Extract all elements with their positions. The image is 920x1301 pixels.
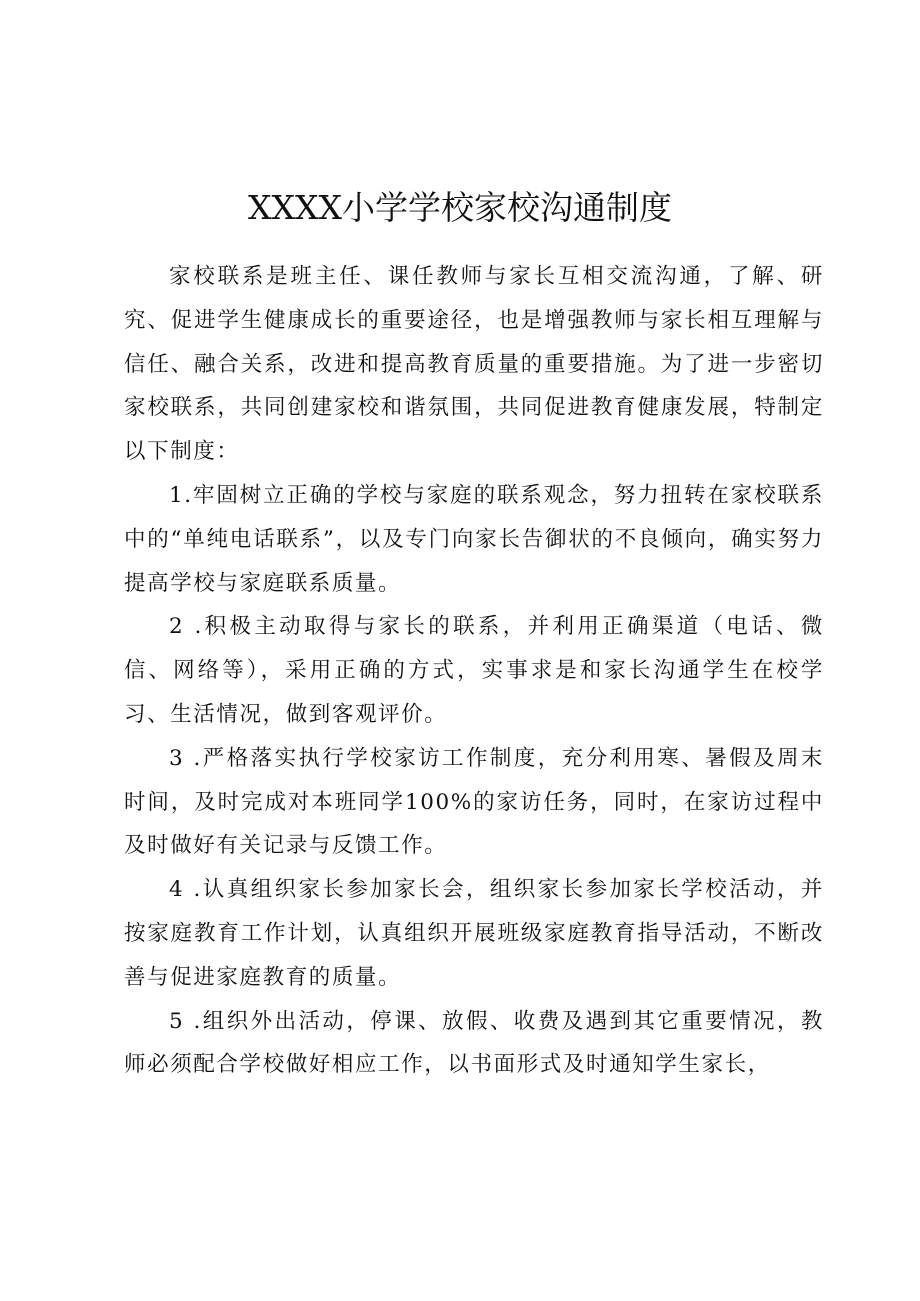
document-body: [124, 255, 824, 1087]
intro-paragraph: 家校联系是班主任、课任教师与家长互相交流沟通，了解、研究、促进学生健康成长的重要途径，也是增强教师与家长相互理解与信任、融合关系，改进和提高教育质量的重要措施。为了进一步密切家校联系，共同创建家校和谐氛围，共同促进教育健康发展，特制定以下制度：: [124, 264, 824, 465]
rule-paragraph-3: 3 .严格落实执行学校家访工作制度，充分利用寒、暑假及周末时间，及时完成对本班同学100%的家访任务，同时，在家访过程中及时做好有关记录与反馈工作。: [124, 745, 824, 859]
rule-paragraph-1: 1.牢固树立正确的学校与家庭的联系观念，努力扭转在家校联系中的“单纯电话联系”，以及专门向家长告御状的不良倾向，确实努力提高学校与家庭联系质量。: [124, 482, 824, 596]
document-title: XXXX小学学校家校沟通制度: [248, 188, 672, 228]
rule-paragraph-4: 4 .认真组织家长参加家长会，组织家长参加家长学校活动，并按家庭教育工作计划，认真组织开展班级家庭教育指导活动，不断改善与促进家庭教育的质量。: [124, 877, 824, 990]
rule-paragraph-2: 2 .积极主动取得与家长的联系，并利用正确渠道（电话、微信、网络等），采用正确的方式，实事求是和家长沟通学生在校学习、生活情况，做到客观评价。: [124, 614, 824, 727]
rule-paragraph-5: 5 .组织外出活动，停课、放假、收费及遇到其它重要情况，教师必须配合学校做好相应工作，以书面形式及时通知学生家长，: [124, 1008, 824, 1078]
